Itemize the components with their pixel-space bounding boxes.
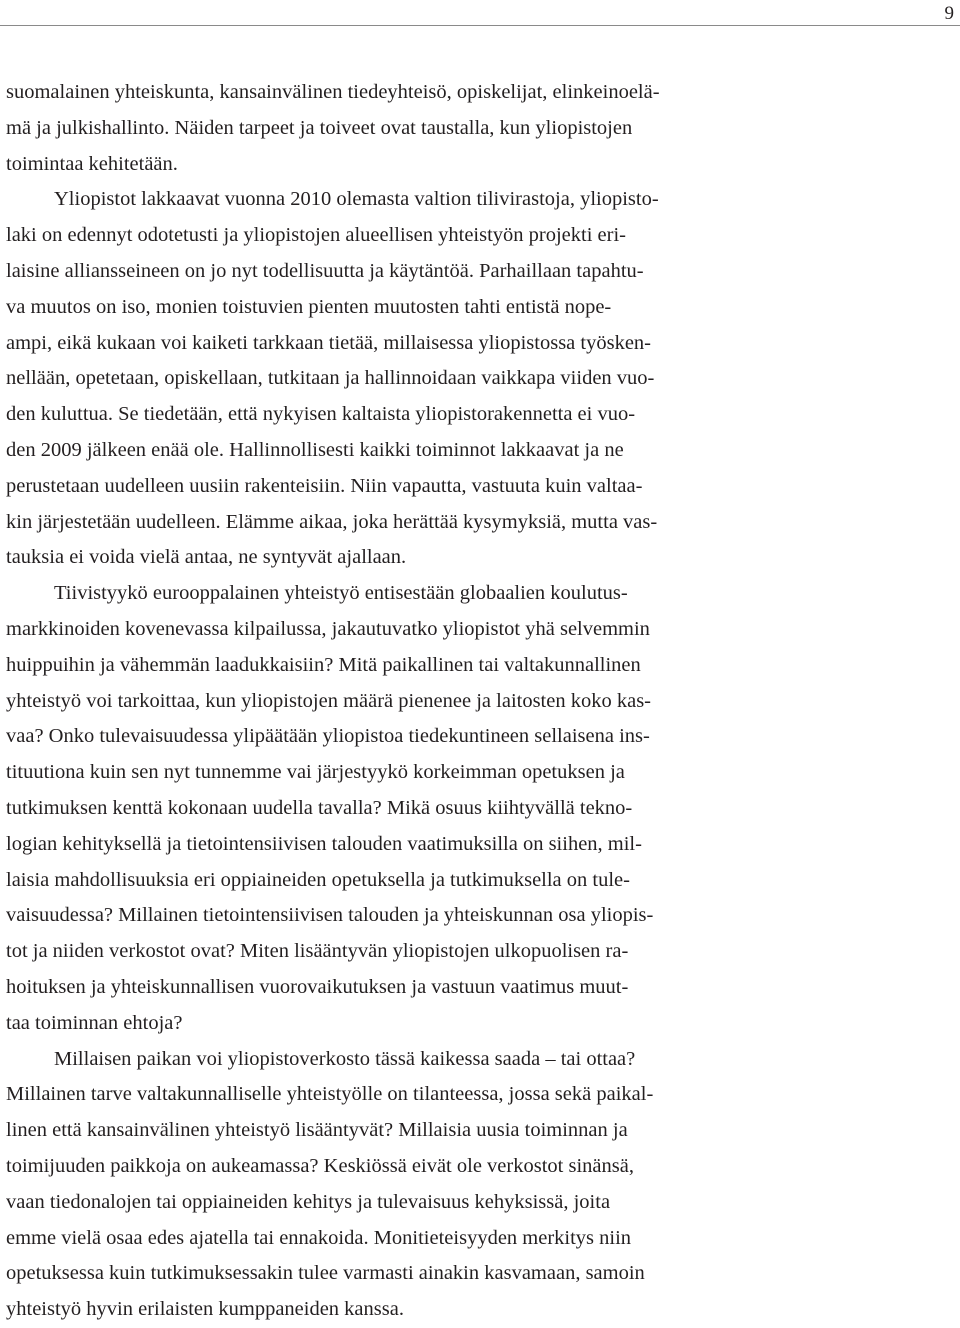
document-body (6, 75, 828, 1328)
page-number: 9 (944, 3, 954, 24)
header-rule (0, 25, 960, 26)
paragraph-cooperation-questions: Tiivistyykö eurooppalainen yhteistyö entisestään globaalien koulutus- markkinoiden kovenevassa kilpailussa, jakautuvatko yliopistot yhä selvemmin huippuihin ja vähemmän laadukkaisiin? Mitä paikallinen tai valtakunnallinen yhteistyö voi tarkoittaa, kun yliopistojen määrä pienenee ja laitosten koko kas- vaa? Onko tulevaisuudessa ylipäätään yliopistoa tiedekuntineen sellaisena ins- tituutiona kuin sen nyt tunnemme vai järjestyykö korkeimman opetuksen ja tutkimuksen kenttä kokonaan uudella tavalla? Mikä osuus kiihtyvällä tekno- logian kehityksellä ja tietointensiivisen talouden vaatimuksilla on siihen, mil- laisia mahdollisuuksia eri oppiaineiden opetuksella ja tutkimuksella on tule- vaisuudessa? Millainen tietointensiivisen talouden ja yhteiskunnan osa yliopis- tot ja niiden verkostot ovat? Miten lisääntyvän yliopistojen ulkopuolisen ra- hoituksen ja yhteiskunnallisen vuorovaikutuksen ja vastuun vaatimus muut- taa toiminnan ehtoja? (6, 582, 654, 1034)
paragraph-network-role: Millaisen paikan voi yliopistoverkosto tässä kaikessa saada – tai ottaa? Millainen tarve valtakunnalliselle yhteistyölle on tilanteessa, jossa sekä paikal- linen että kansainvälinen yhteistyö lisääntyvät? Millaisia uusia toiminnan ja toimijuuden paikkoja on aukeamassa? Keskiössä eivät ole verkostot sinänsä, vaan tiedonalojen tai oppiaineiden kehitys ja tulevaisuus kehyksissä, joita emme vielä osaa edes ajatella tai ennakoida. Monitieteisyyden merkitys niin opetuksessa kuin tutkimuksessakin tulee varmasti ainakin kasvamaan, samoin yhteistyö hyvin erilaisten kumppaneiden kanssa. (6, 1047, 654, 1321)
paragraph-universities-change: Yliopistot lakkaavat vuonna 2010 olemasta valtion tilivirastoja, yliopisto- laki on edennyt odotetusti ja yliopistojen alueellisen yhteistyön projekti eri- laisine alliansseineen on jo nyt todellisuutta ja käytäntöä. Parhaillaan tapahtu- va muutos on iso, monien toistuvien pienten muutosten tahti entistä nope- ampi, eikä kukaan voi kaiketi tarkkaan tietää, millaisessa yliopistossa työsken- nellään, opetetaan, opiskellaan, tutkitaan ja hallinnoidaan vaikkapa viiden vuo- den kuluttua. Se tiedetään, että nykyisen kaltaista yliopistorakennetta ei vuo- den 2009 jälkeen enää ole. Hallinnollisesti kaikki toiminnot lakkaavat ja ne perustetaan uudelleen uusiin rakenteisiin. Niin vapautta, vastuuta kuin valtaa- kin järjestetään uudelleen. Elämme aikaa, joka herättää kysymyksiä, mutta vas- tauksia ei voida vielä antaa, ne syntyvät ajallaan. (6, 188, 659, 569)
paragraph-intro-continuation: suomalainen yhteiskunta, kansainvälinen tiedeyhteisö, opiskelijat, elinkeinoelä- mä ja julkishallinto. Näiden tarpeet ja toiveet ovat taustalla, kun yliopistojen toimintaa kehitetään. (6, 81, 660, 175)
